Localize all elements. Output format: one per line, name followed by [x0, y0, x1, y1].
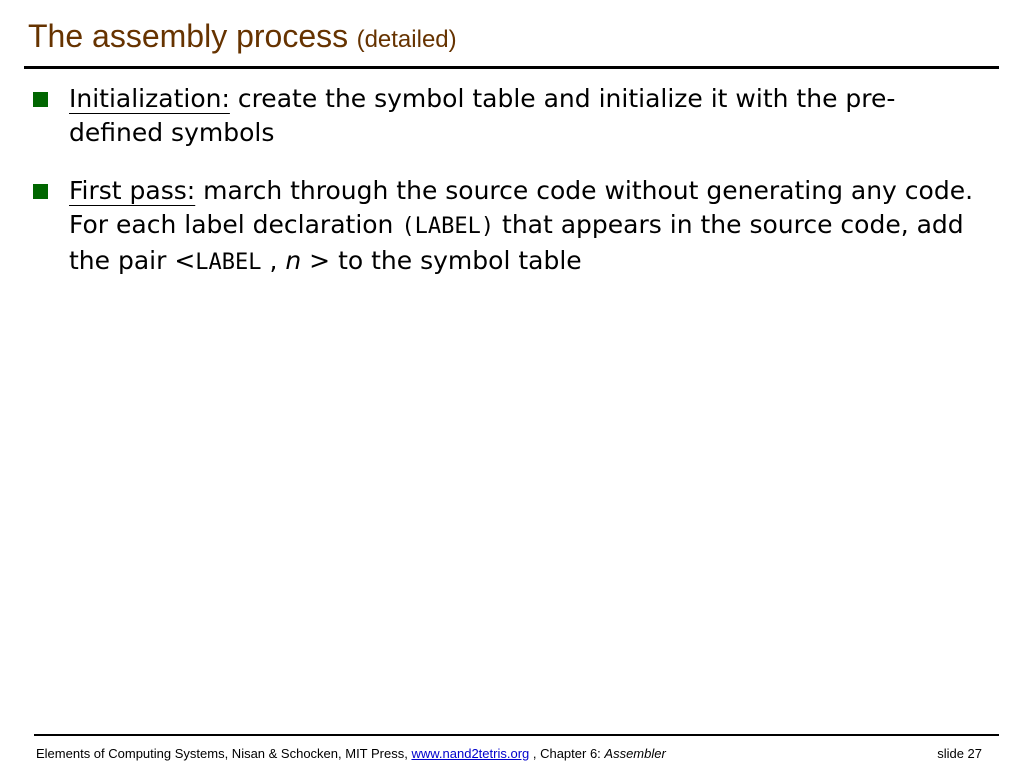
pair-close: > [301, 246, 331, 275]
slide-title [28, 18, 457, 55]
title-divider [24, 66, 999, 69]
bullet-square-icon [33, 92, 48, 107]
bullet-term: Initialization: [69, 84, 230, 113]
footer-chapter-prefix: , Chapter 6: [529, 746, 605, 761]
footer-chapter-name: Assembler [604, 746, 666, 761]
bullet-text: create the symbol table and initialize it with the pre-defined symbols [69, 84, 896, 147]
bullet-list [33, 82, 983, 304]
bullet-square-icon [33, 184, 48, 199]
footer-link[interactable]: www.nand2tetris.org [411, 746, 530, 761]
bullet-first-pass [33, 174, 983, 280]
bullet-line2-end: to the symbol table [330, 246, 582, 275]
footer [36, 746, 666, 761]
slide-number: slide 27 [937, 746, 982, 761]
pair-n: n [285, 246, 302, 275]
title-subtitle: (detailed) [356, 26, 457, 53]
footer-citation: Elements of Computing Systems, Nisan & Schocken, MIT Press, [36, 746, 412, 761]
footer-divider [34, 734, 999, 736]
label-code: (LABEL) [401, 214, 495, 239]
pair-separator: , [261, 246, 286, 275]
title-main: The assembly process [28, 18, 349, 54]
bullet-text: march through the source code without generating any code. [195, 176, 974, 205]
bullet-term: First pass: [69, 176, 196, 205]
bullet-initialization [33, 82, 983, 150]
pair-label-code: LABEL [195, 250, 262, 275]
bullet-line2-prefix: For each label declaration [69, 210, 402, 239]
bullet-line2-suffix: that appears in the source code, add the pair [69, 210, 964, 275]
pair-open: < [174, 246, 196, 275]
